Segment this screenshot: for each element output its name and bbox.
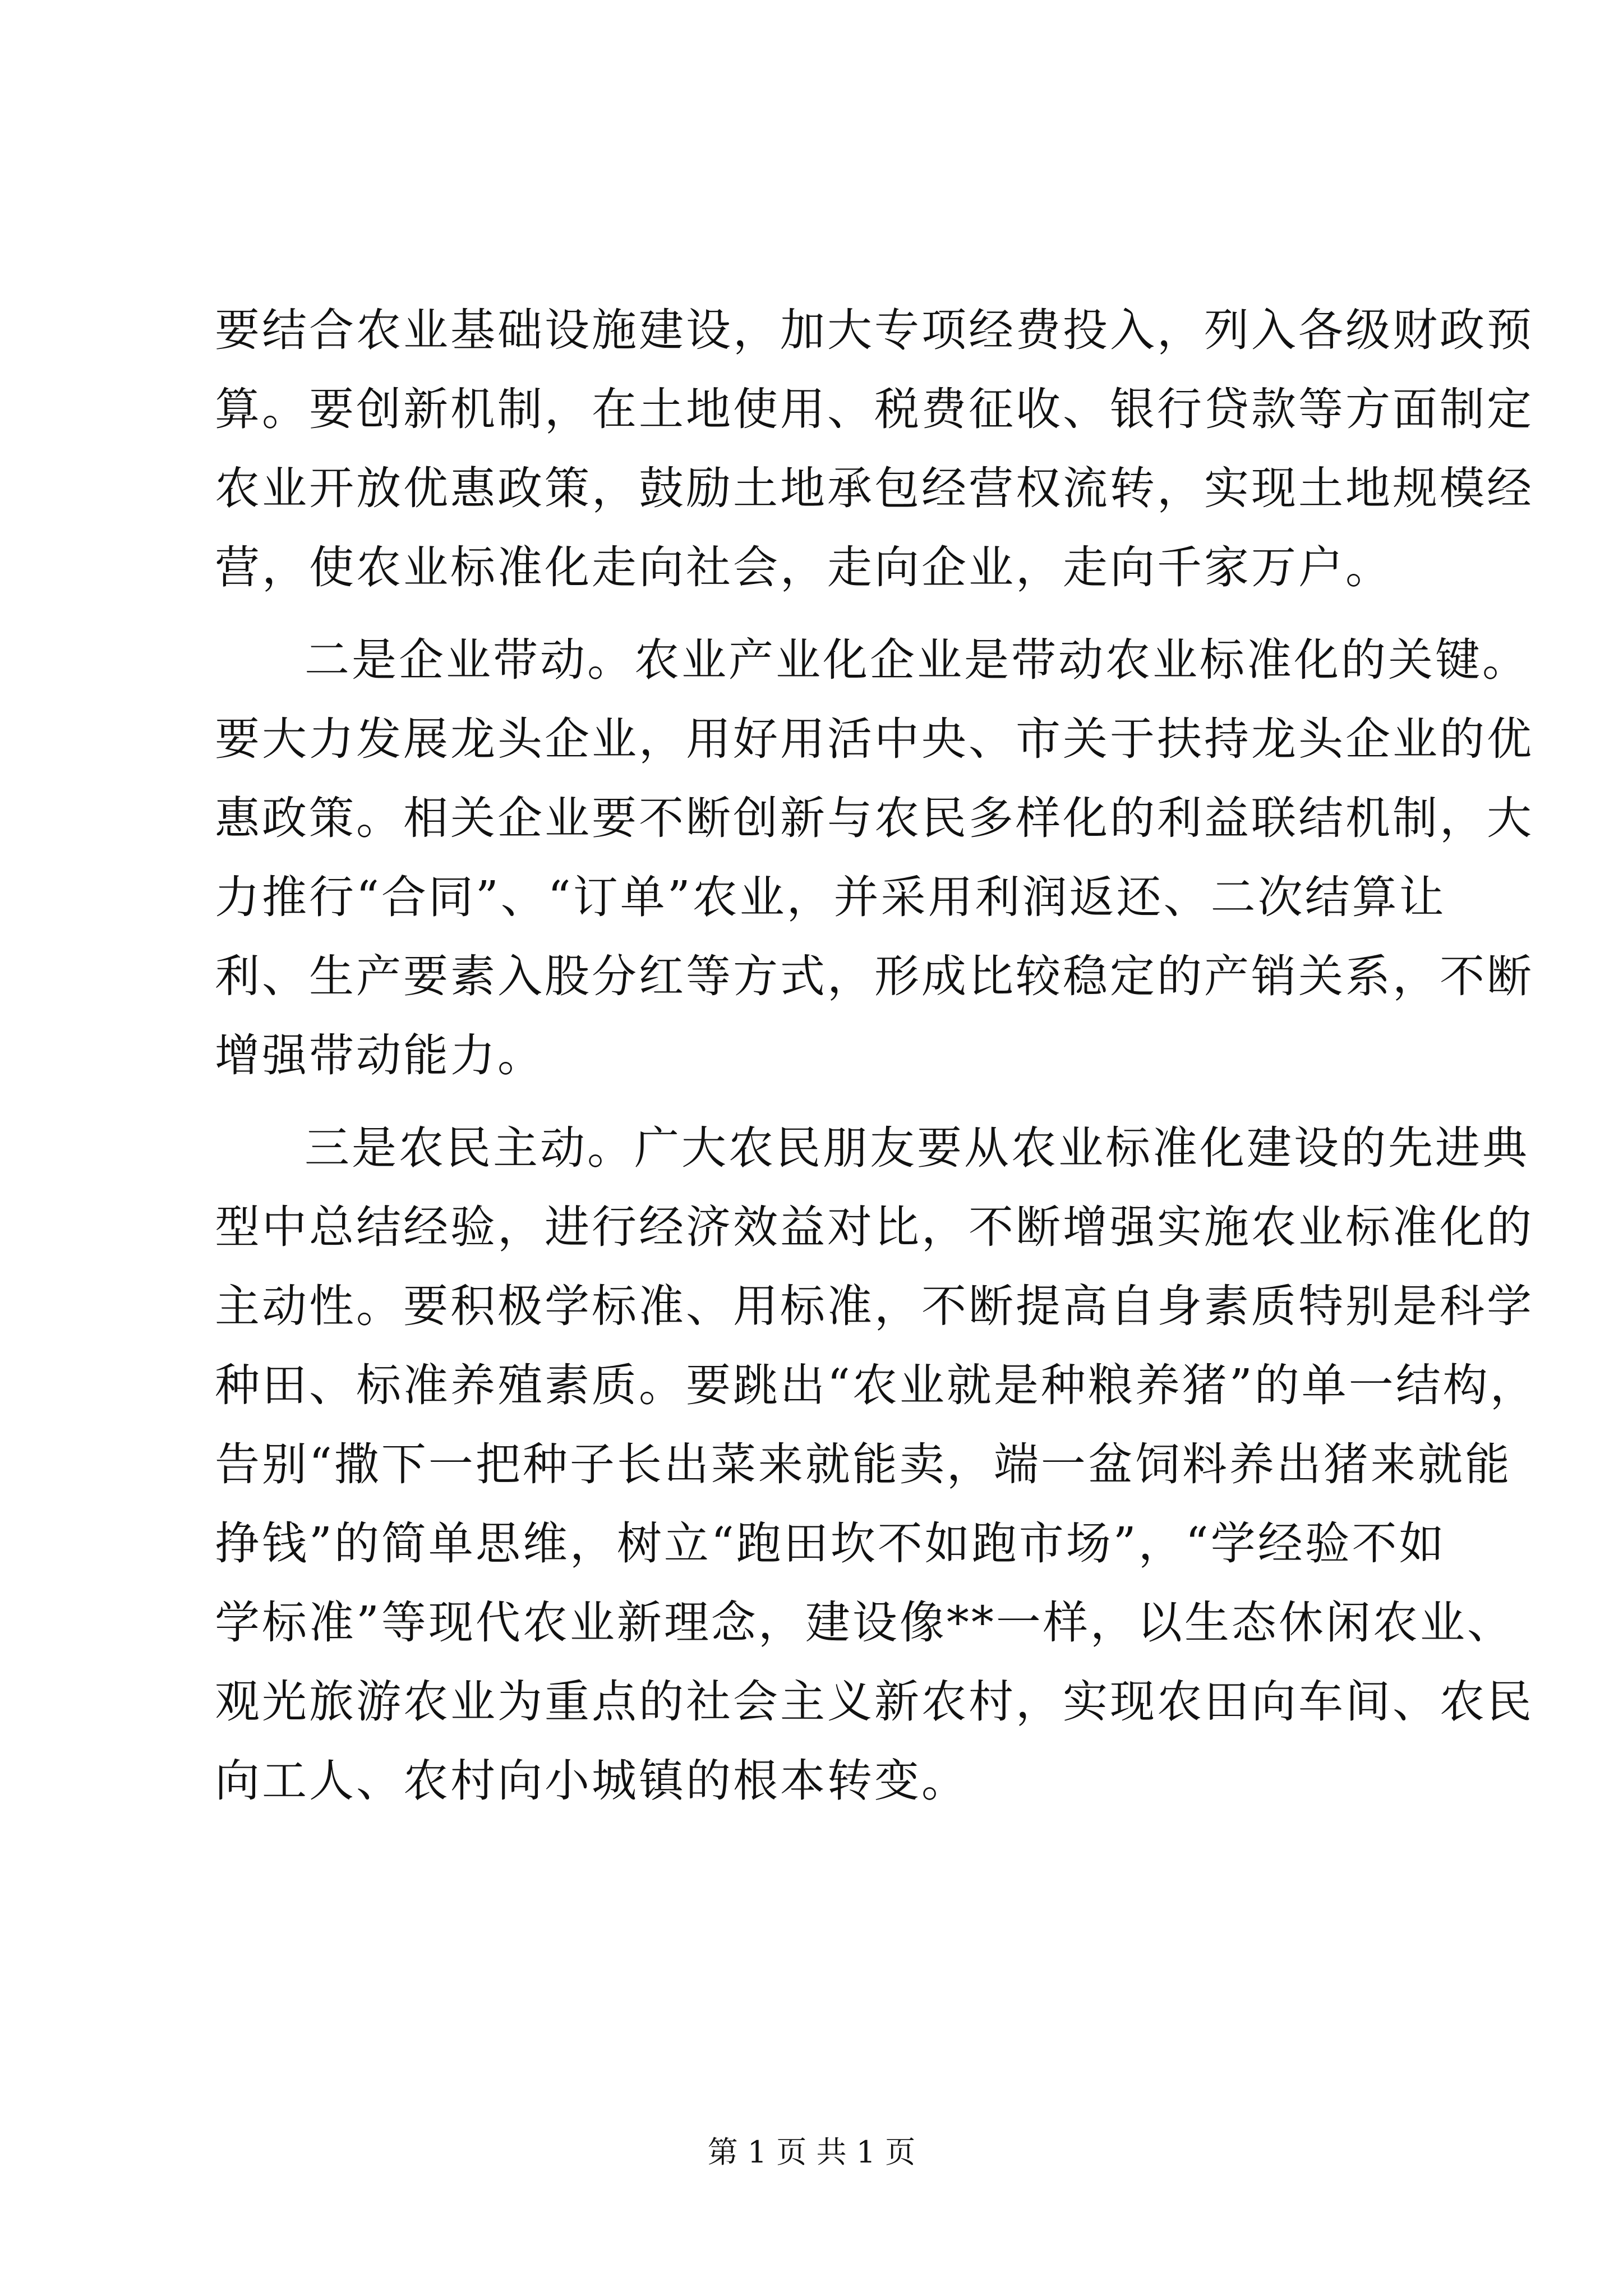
text-line: 告别“撒下一把种子长出菜来就能卖，端一盆饲料养出猪来就能 (215, 1438, 1512, 1490)
text-line: 力推行“合同”、“订单”农业，并采用利润返还、二次结算让 (215, 871, 1446, 923)
paragraph (215, 291, 1534, 607)
paragraph (215, 620, 1534, 1095)
page-number-footer: 第 1 页 共 1 页 (707, 2134, 916, 2170)
text-line: 营，使农业标准化走向社会，走向企业，走向千家万户。 (215, 541, 1393, 593)
document-body (215, 291, 1537, 1820)
paragraph-spacer (215, 1095, 1415, 1108)
text-line: 挣钱”的简单思维，树立“跑田坎不如跑市场”，“学经验不如 (215, 1517, 1446, 1570)
text-line: 农业开放优惠政策，鼓励土地承包经营权流转，实现土地规模经 (215, 462, 1534, 514)
text-line: 增强带动能力。 (215, 1029, 545, 1082)
text-line: 向工人、农村向小城镇的根本转变。 (215, 1755, 969, 1807)
text-line: 二是企业带动。农业产业化企业是带动农业标准化的关键。 (305, 634, 1529, 686)
text-line: 三是农民主动。广大农民朋友要从农业标准化建设的先进典 (305, 1122, 1529, 1174)
text-line: 要结合农业基础设施建设，加大专项经费投入，列入各级财政预 (215, 304, 1534, 356)
text-line: 学标准”等现代农业新理念，建设像**一样，以生态休闲农业、 (215, 1596, 1514, 1649)
paragraph (215, 1108, 1537, 1820)
text-line: 观光旅游农业为重点的社会主义新农村，实现农田向车间、农民 (215, 1676, 1534, 1728)
text-line: 型中总结经验，进行经济效益对比，不断增强实施农业标准化的 (215, 1201, 1534, 1253)
paragraph-spacer (215, 607, 1415, 620)
text-line: 利、生产要素入股分红等方式，形成比较稳定的产销关系，不断 (215, 950, 1534, 1002)
text-line: 主动性。要积极学标准、用标准，不断提高自身素质特别是科学 (215, 1280, 1534, 1332)
text-line: 要大力发展龙头企业，用好用活中央、市关于扶持龙头企业的优 (215, 713, 1534, 765)
text-line: 惠政策。相关企业要不断创新与农民多样化的利益联结机制，大 (215, 792, 1534, 844)
text-line: 种田、标准养殖素质。要跳出“农业就是种粮养猪”的单一结构， (215, 1359, 1537, 1411)
text-line: 算。要创新机制，在土地使用、税费征收、银行贷款等方面制定 (215, 383, 1534, 435)
